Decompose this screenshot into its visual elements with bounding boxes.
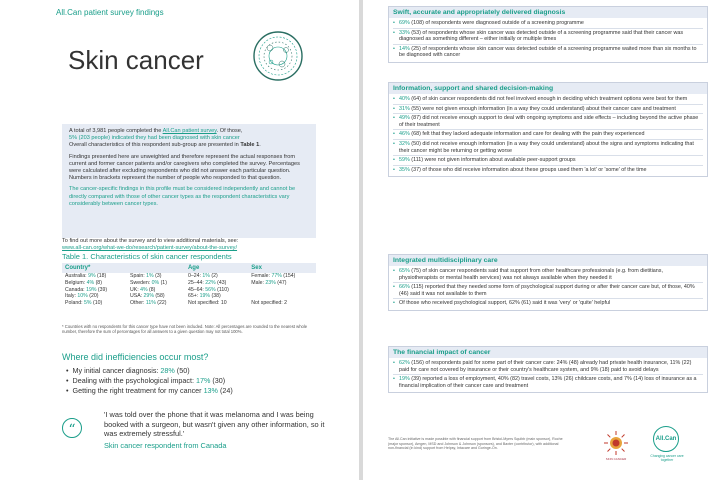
sex-cell <box>248 287 316 294</box>
inefficiency-value: 13% <box>203 386 218 395</box>
finding-value: 65% <box>399 268 412 274</box>
country-cell-label: USA: <box>129 293 144 300</box>
table-title: Table 1. Characteristics of skin cancer respondents <box>62 252 232 261</box>
finding-text: (39) reported a loss of employment, 40% (82) travel costs, 13% (26) childcare costs, and 7% (14) loss of insurance as a financial implication of their cancer care and treatment <box>399 376 697 389</box>
finding-text: (108) of respondents were diagnosed outside of a screening programme <box>411 20 584 26</box>
country-cell-count: (58) <box>155 293 165 300</box>
finding-text: (37) of those who did receive information about these groups used them 'a lot' or 'some' of the time <box>411 166 647 173</box>
finding-item <box>393 114 703 130</box>
finding-text: (111) were not given information about available peer-support groups <box>411 157 576 164</box>
quote-text: 'I was told over the phone that it was melanoma and I was being booked with a surgeon, but wasn't given any other information, so it was extremely stressful.' <box>104 410 325 439</box>
allcan-logo-caption: Changing cancer care together <box>650 454 684 462</box>
age-cell <box>185 280 248 287</box>
decorative-circle-pattern-icon <box>252 30 304 82</box>
intro-text: A total of 3,981 people completed the <box>69 128 163 134</box>
section-list <box>389 266 707 310</box>
finding-text: (25) of respondents whose skin cancer was detected outside of a screening programme waited more than six months to be diagnosed with cancer <box>399 45 697 59</box>
finding-item <box>393 156 703 166</box>
finding-item <box>393 130 703 140</box>
finding-value: 14% <box>399 45 412 52</box>
skin-cancer-sun-logo-icon <box>603 430 629 456</box>
finding-value: 33% <box>399 29 412 36</box>
finding-value: 59% <box>399 157 412 164</box>
finding-item <box>393 283 703 299</box>
intro-text: Overall characteristics of this respondent sub-group are presented in <box>69 142 241 149</box>
finding-item <box>393 19 703 29</box>
country-cell <box>62 287 127 294</box>
finding-text: (87) did not receive enough support to deal with ongoing symptoms and side effects – including beyond the active phase of their treatment <box>399 115 699 128</box>
sponsor-footnote: The All.Can initiative is made possible with financial support from Bristol-Myers Squibb (main sponsor), Roche (major sponsor), Amgen, MSD and Johnson & Johnson (sponsors), and Baxter (contributor), with additional non-financial (in kind) support from Helpsy, Intacare and Goringe-On. <box>388 437 563 451</box>
finding-value: 46% <box>399 131 412 138</box>
inefficiencies-list <box>66 366 233 396</box>
inefficiency-count: (50) <box>174 366 190 375</box>
intro-paragraph-2: Findings presented here are unweighted and therefore represent the actual responses from current and former cancer patients and/or caregivers who completed the survey. Percentages were calculated after excluding respondents who did not answer each particular question. Numbers in brackets represent the number of people who responded to that question. <box>69 153 300 182</box>
finding-item <box>393 359 703 375</box>
country-cell-label: Australia: <box>65 273 89 279</box>
finding-value: 19% <box>399 376 412 383</box>
country-cell-label: Spain: <box>129 273 147 279</box>
finding-value: 40% <box>399 96 412 102</box>
age-cell <box>185 287 248 294</box>
age-cell <box>185 300 248 307</box>
finding-text: (115) reported that they needed some form of psychological support during or after their cancer care but, of those, 40% (46) said it was not available to them <box>399 284 695 297</box>
country-cell <box>127 293 185 300</box>
survey-link[interactable]: All.Can patient survey <box>162 128 217 134</box>
table-header-sex: Sex <box>248 263 316 273</box>
inefficiency-text: Getting the right treatment for my cancer <box>72 386 204 395</box>
country-cell-label: Canada: <box>65 286 87 293</box>
sex-cell <box>248 280 316 287</box>
left-page <box>0 0 359 480</box>
country-cell-value: 19% <box>86 286 98 293</box>
table-header-age: Age <box>185 263 248 273</box>
country-cell-value: 4% <box>86 279 96 286</box>
country-cell-label: Sweden: <box>129 279 152 286</box>
country-cell-value: 1% <box>146 273 156 279</box>
more-info-link[interactable]: www.all-can.org/what-we-do/research/patient-survey/about-the-survey/ <box>62 245 238 252</box>
intro-highlight: 5% (203 people) indicated they had been diagnosed with skin cancer <box>69 135 240 142</box>
finding-value: 69% <box>399 20 412 26</box>
country-cell-count: (10) <box>93 300 103 307</box>
age-cell <box>185 293 248 300</box>
country-cell-value: 4% <box>140 286 150 293</box>
inefficiency-item <box>66 386 233 396</box>
country-cell-count: (1) <box>160 279 167 286</box>
more-info-text: To find out more about the survey and to view additional materials, see: <box>62 238 239 244</box>
header-label: All.Can patient survey findings <box>56 8 164 17</box>
sex-cell-label: Not specified: <box>251 300 285 307</box>
age-cell-count: 10 <box>220 300 227 307</box>
inefficiency-item <box>66 376 233 386</box>
sex-cell-value: 77% <box>271 273 284 279</box>
inefficiency-count: (30) <box>210 376 226 385</box>
section-title: Swift, accurate and appropriately delivered diagnosis <box>389 7 707 18</box>
country-cell <box>127 287 185 294</box>
finding-item <box>393 140 703 156</box>
age-cell-count: (38) <box>211 293 221 300</box>
table-row <box>62 273 316 280</box>
finding-text: (53) of respondents whose skin cancer was detected outside of a screening programme said that their cancer was diagnosed as something different – either initially or multiple times <box>399 29 684 43</box>
section-title: Information, support and shared decision-making <box>389 83 707 94</box>
country-cell-label: Other: <box>129 300 146 307</box>
table-header-country: Country* <box>62 263 185 273</box>
inefficiency-text: Dealing with the psychological impact: <box>72 376 196 385</box>
age-cell-value: 19% <box>199 293 212 300</box>
finding-value: 35% <box>399 166 412 173</box>
finding-text: (75) of skin cancer respondents said that support from other healthcare professionals (e.g. from dietitians, physiotherapists or mental health services) was not always available when they needed it <box>399 268 663 281</box>
country-cell-label: UK: <box>129 286 141 293</box>
country-cell-value: 0% <box>151 279 161 286</box>
quote-source: Skin cancer respondent from Canada <box>104 441 227 450</box>
intro-text: . Of those, <box>216 128 243 134</box>
country-cell-count: (3) <box>155 273 162 279</box>
finding-text: (55) were not given enough information (in a way they could understand) about their cancer care and treatment <box>411 105 676 112</box>
findings-section <box>388 6 708 63</box>
finding-value: 31% <box>399 105 412 112</box>
country-cell-value: 11% <box>145 300 158 307</box>
table-reference: Table 1 <box>240 142 260 149</box>
table-row <box>62 280 316 287</box>
finding-item <box>393 105 703 115</box>
country-cell <box>127 280 185 287</box>
findings-section <box>388 82 708 177</box>
sex-cell-label: Male: <box>251 279 266 286</box>
quote-icon: “ <box>62 418 82 438</box>
sex-cell <box>248 273 316 280</box>
inefficiency-value: 17% <box>195 376 211 385</box>
inefficiency-count: (24) <box>217 386 233 395</box>
sex-cell <box>248 300 316 307</box>
finding-item <box>393 45 703 60</box>
sex-cell-count: 2 <box>284 300 288 307</box>
section-title: Integrated multidisciplinary care <box>389 255 707 266</box>
age-cell-value: 56% <box>205 286 218 293</box>
sex-cell-count: (154) <box>283 273 296 279</box>
sex-cell-value: 23% <box>265 279 278 286</box>
finding-value: 66% <box>399 284 412 291</box>
more-info <box>62 238 316 252</box>
intro-paragraph-3: The cancer-specific findings in this profile must be considered independently and cannot be directly compared with those of other cancer types as the respondent characteristics vary considerably between cancer types. <box>69 186 296 207</box>
country-cell-label: Poland: <box>65 300 85 307</box>
page-title: Skin cancer <box>68 45 204 75</box>
age-cell-value: 1% <box>202 273 212 279</box>
right-page <box>363 0 722 480</box>
finding-value: 32% <box>399 140 412 147</box>
age-cell-count: (43) <box>217 279 227 286</box>
country-cell <box>62 280 127 287</box>
intro-box <box>62 124 316 238</box>
inefficiency-item <box>66 366 233 376</box>
country-cell <box>127 300 185 307</box>
findings-section <box>388 254 708 311</box>
sex-cell-count: (47) <box>277 279 287 286</box>
age-cell-label: Not specified: <box>187 300 221 307</box>
country-cell <box>62 293 127 300</box>
table-row <box>62 287 316 294</box>
country-cell-count: (8) <box>149 286 156 293</box>
age-cell-value: 22% <box>205 279 218 286</box>
country-cell-count: (22) <box>157 300 167 307</box>
sun-logo-caption: SKIN CANCER <box>605 457 627 461</box>
finding-text: (50) did not receive enough information (in a way they could understand) about the signs and symptoms indicating that their cancer might be returning or getting worse <box>399 140 694 154</box>
country-cell <box>62 300 127 307</box>
intro-paragraph-1: A total of 3,981 people completed the All.Can patient survey. Of those, 5% (203 people) indicated they had been diagnosed with skin cancer Overall characteristics of this respondent sub-group are presented in Table 1. <box>69 128 261 149</box>
country-cell-count: (8) <box>95 279 102 286</box>
finding-item <box>393 166 703 175</box>
finding-text: Of those who received psychological support, 62% (61) said it was 'very' or 'quite' helpful <box>399 300 611 307</box>
age-cell <box>185 273 248 280</box>
country-cell <box>62 273 127 280</box>
table-row <box>62 293 316 300</box>
section-title: The financial impact of cancer <box>389 347 707 358</box>
finding-item <box>393 267 703 283</box>
age-cell-count: (110) <box>217 286 229 293</box>
inefficiencies-title: Where did inefficiencies occur most? <box>62 352 209 362</box>
table-row <box>62 300 316 307</box>
age-cell-label: 65+: <box>187 293 200 300</box>
country-cell-value: 29% <box>143 293 156 300</box>
finding-item <box>393 299 703 308</box>
section-list <box>389 358 707 392</box>
age-cell-count: (2) <box>211 273 218 279</box>
country-cell-label: Belgium: <box>65 279 87 286</box>
inefficiency-value: 28% <box>160 366 175 375</box>
finding-item <box>393 375 703 390</box>
country-cell-count: (39) <box>97 286 108 293</box>
section-list <box>389 94 707 176</box>
table-body <box>62 273 316 307</box>
sex-cell <box>248 293 316 300</box>
finding-text: (64) of skin cancer respondents did not feel involved enough in deciding which treatment options were best for them <box>411 96 688 102</box>
sex-cell-label: Female: <box>251 273 272 279</box>
finding-value: 49% <box>399 115 412 122</box>
finding-value: 62% <box>399 360 412 366</box>
age-cell-label: 45–64: <box>187 286 206 293</box>
characteristics-table <box>62 263 316 307</box>
country-cell-value: 9% <box>88 273 98 279</box>
country-cell <box>127 273 185 280</box>
country-cell-value: 5% <box>84 300 93 307</box>
findings-section <box>388 346 708 393</box>
finding-text: (156) of respondents paid for some part of their cancer care: 24% (48) already had private health insurance, 11% (22) paid for care not covered by insurance or their country's healthcare system, and 9% (18) paid to avoid delays <box>399 360 692 373</box>
finding-item <box>393 95 703 105</box>
age-cell-label: 25–44: <box>187 279 206 286</box>
allcan-logo: All.Can <box>653 426 679 452</box>
section-list <box>389 18 707 62</box>
country-cell-count: (18) <box>97 273 107 279</box>
table-note: * Countries with no respondents for this cancer type have not been included. Note: All percentages are rounded to the nearest whole number, therefore the sum of percentages for all answers to a given question may not total 100%. <box>62 324 308 335</box>
finding-text: (68) felt that they lacked adequate information and care for dealing with the pain they experienced <box>411 131 645 138</box>
country-cell-count: (20) <box>89 293 99 300</box>
inefficiency-text: My initial cancer diagnosis: <box>72 366 161 375</box>
country-cell-value: 10% <box>77 293 90 300</box>
finding-item <box>393 29 703 45</box>
age-cell-label: 0–24: <box>187 273 203 279</box>
country-cell-label: Italy: <box>65 293 78 300</box>
